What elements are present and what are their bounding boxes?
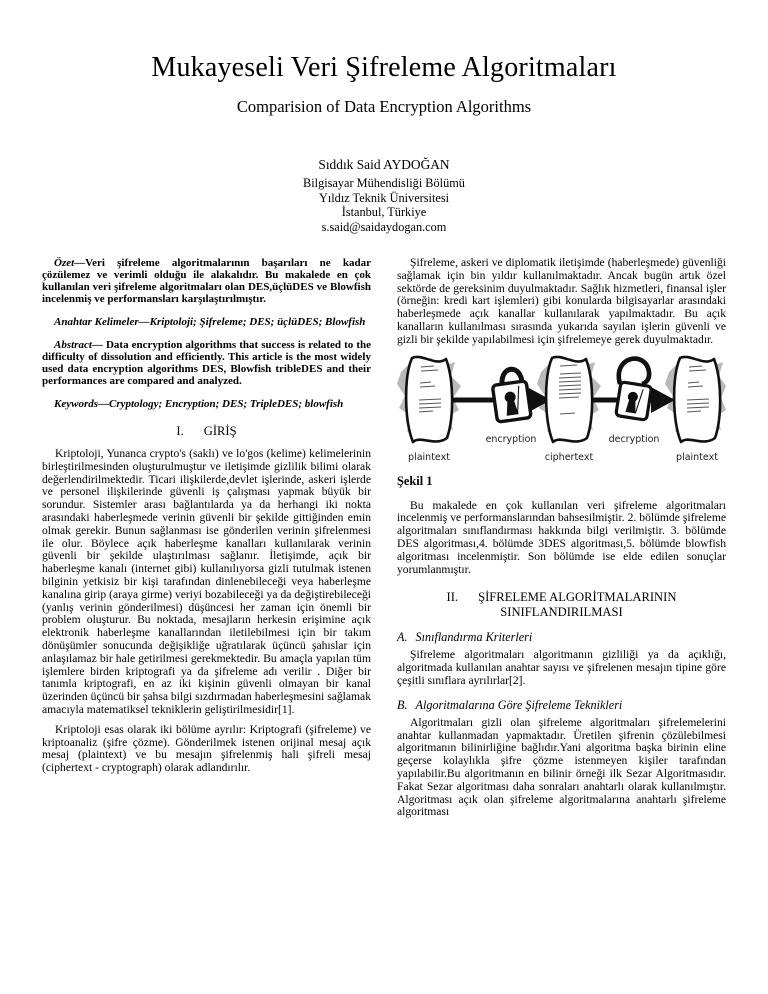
open-padlock-icon xyxy=(616,358,652,420)
subsection-b-title: Algoritmalarına Göre Şifreleme Teknikleri xyxy=(415,697,623,712)
figure-label-ciphertext: ciphertext xyxy=(544,451,594,463)
anahtar-text: Kriptoloji; Şifreleme; DES; üçlüDES; Blowfish xyxy=(149,316,366,328)
subsection-a-number: A. xyxy=(397,630,408,645)
paper-subtitle: Comparision of Data Encryption Algorithms xyxy=(236,97,532,116)
article-overview-paragraph: Bu makalede en çok kullanılan veri şifreleme algoritmaları incelenmiş ve performanslarından bahsesilmiştir. 2. bölümde şifreleme algoritmaları sınıflandırması hakkında bilgi verilmiştir. 3. bölümde DES algoritması,4. bölümde 3DES algoritması,5. bölümde blowfish algoritması incelenmiştir. Son bölümde ise elde edilen sonuçlar yorumlanmıştır. xyxy=(397,498,726,576)
author-block xyxy=(0,158,768,235)
figure-1 xyxy=(397,354,726,468)
encryption-history-paragraph: Şifreleme, askeri ve diplomatik iletişimde (haberleşmede) güvenliği sağlamak için bin yıldır kullanılmaktadır. Ancak bugün artık özel sektörde de gereksinim duyulmaktadır. Sağlık hizmetleri, finansal işler (örneğin: kredi kart işlemleri) gibi konularda bilgisayarlar arasındaki haberleşmede açık kanallar kullanılarak yapılmaktadır. Bu açık kanalların kullanılması sırasında yukarıda sayılan işlerin güvenli ve gizli bir şekilde yapılabilmesi için şifrelemeye gerek duyulmaktadır. xyxy=(397,256,726,346)
author-department: Bilgisayar Mühendisliği Bölümü xyxy=(303,175,465,190)
keywords-paragraph xyxy=(42,398,371,410)
subsection-a-heading xyxy=(397,630,726,645)
paper-title: Mukayeseli Veri Şifreleme Algoritmaları xyxy=(151,52,617,83)
section-2-title-line2: SINIFLANDIRILMASI xyxy=(500,605,623,620)
author-name: Sıddık Said AYDOĞAN xyxy=(318,157,450,172)
figure-label-decryption: decryption xyxy=(608,433,660,445)
ozet-paragraph xyxy=(42,257,371,305)
closed-padlock-icon xyxy=(492,369,531,422)
figure-label-plaintext-right: plaintext xyxy=(676,451,718,463)
two-column-body xyxy=(42,257,726,826)
plaintext-document-icon xyxy=(406,356,452,441)
keywords-label: Keywords— xyxy=(54,398,109,410)
author-university: Yıldız Teknik Üniversitesi xyxy=(318,190,450,205)
subsection-b-heading xyxy=(397,698,726,713)
ozet-text: Veri şifreleme algoritmalarının başarıları ne kadar çözülemez ve verimli olduğu ile alakalıdır. Bu makalede en çok kullanılan veri şifreleme algoritmaları olan DES,üçlüDES ve Blowfish incelenmiş ve performansları karşılaştırılmıştır. xyxy=(42,257,371,305)
anahtar-kelimeler-paragraph xyxy=(42,316,371,328)
section-2-title-line1: ŞİFRELEME ALGORİTMALARININ xyxy=(478,590,677,605)
author-email: s.said@saidaydogan.com xyxy=(321,220,447,235)
intro-paragraph-1: Kriptoloji, Yunanca crypto's (saklı) ve lo'gos (kelime) kelimelerinin birleştirilmesinden oluşturulmuştur ve iletişimde gizlilik bilimi olarak değerlendirilmektedir. Ticari ilişkilerde,devlet işlerinde, askeri işlerde ve personel ilişkilerinde güvenli iş çalışması yapmak büyük bir sorundur. Sistemler arası bağlantılarda ya da herhangi iki nokta arasındaki haberleşmede verinin güvenli bir şekilde gittiğinden emin olmak gerekir. Bunun sağlanması ise gönderilen verinin şifrelenmesi ile olur. Böylece açık haberleşme kanalları kullanılarak verinin güvenli bir şekilde ulaştırılması sağlanır. İletişimde, açık bir haberleşme kanalı (internet gibi) kullanılıyorsa gizli tutulmak istenen bilginin yetkisiz bir kişi tarafından dinlenebileceği veya haberleşme kanalına girip (araya girme) veriyi bozabileceği ya da değiştirebileceği (yanlış verinin gönderilmesi) düşüncesi her zaman için önemli bir problem oluşturur. Bu noktada, mesajların herkesin erişimine açık elektronik haberleşme kanallarından iletilebilmesi için bir takım dönüşümler sonucunda değişikliğe uğratılarak üçüncü şahıslar için anlaşılamaz bir hale getirilmesi gerekmektedir. Bu amaçla yapılan tüm işlemlere birden kriptografi ya da şifreleme adı verilir . Diğer bir tanımla kriptografi, en az iki kişinin güvenli olmayan bir kanal üzerinden üçüncü bir şahsa bilgi sızdırmadan haberleşmesini sağlamak amacıyla matematiksel tekniklerin geliştirilmesidir[1]. xyxy=(42,447,371,716)
intro-paragraph-2: Kriptoloji esas olarak iki bölüme ayrılır: Kriptografi (şifreleme) ve kriptoanaliz (şifre çözme). Gönderilmek istenen orijinal mesaj açık mesaj (plaintext) ve bu mesajın şifrelenmiş hali şifreli mesaj (ciphertext - cryptograph) olarak adlandırılır. xyxy=(42,722,371,775)
section-2-number: II. xyxy=(446,590,459,605)
section-1-title: GİRİŞ xyxy=(203,424,237,438)
subsection-b-number: B. xyxy=(397,697,408,712)
paper-header xyxy=(0,0,768,235)
figure-label-plaintext-left: plaintext xyxy=(408,451,450,463)
algorithm-techniques-paragraph: Algoritmaları gizli olan şifreleme algoritmaları şifrelemelerini anahtar kullanmadan yapmaktadır. Üretilen şifrenin çözülebilmesi algoritmanın bilinirliğine bağlıdır.Yani algoritma başka birinin eline geçerse kolaylıkla şifre çözme istenmeyen kişiler tarafından yapılabilir.Bu algoritmanın en bilinir örneği ilk Sezar Algoritmasıdır. Fakat Sezar algoritması daha sonraları anahtarlı olarak kullanılmıştır. Algoritması açık olan şifreleme algoritmalarına anahtarlı şifreleme algoritması xyxy=(397,715,726,819)
ozet-label: Özet— xyxy=(54,257,86,269)
subsection-a-title: Sınıflandırma Kriterleri xyxy=(415,630,533,645)
anahtar-label: Anahtar Kelimeler— xyxy=(54,316,150,328)
figure-label-encryption: encryption xyxy=(485,433,537,445)
ciphertext-document-icon xyxy=(546,356,592,441)
classification-criteria-paragraph: Şifreleme algoritmaları algoritmanın gizliliği ya da açıklığı, algoritmada kullanılan anahtar sayısı ve şifrelenen mesajın tipine göre çeşitli sınıflara ayrılırlar[2]. xyxy=(397,648,726,687)
abstract-text: Data encryption algorithms that success is related to the difficulty of dissolution and efficiently. This article is the most widely used data encryption algorithms DES, Blowfish tribleDES and their performances are compared and analyzed. xyxy=(42,339,371,387)
left-column xyxy=(42,257,371,782)
abstract-paragraph xyxy=(42,339,371,387)
abstract-label: Abstract— xyxy=(54,339,103,351)
keywords-text: Cryptology; Encryption; DES; TripleDES; blowfish xyxy=(109,398,344,410)
section-1-heading xyxy=(42,424,371,439)
section-2-heading xyxy=(397,590,726,620)
author-location: İstanbul, Türkiye xyxy=(341,205,427,220)
figure-1-caption: Şekil 1 xyxy=(397,473,433,488)
plaintext-document-icon xyxy=(674,356,720,441)
right-column xyxy=(397,257,726,826)
figure1-image xyxy=(397,354,726,468)
section-1-number: I. xyxy=(176,424,184,438)
